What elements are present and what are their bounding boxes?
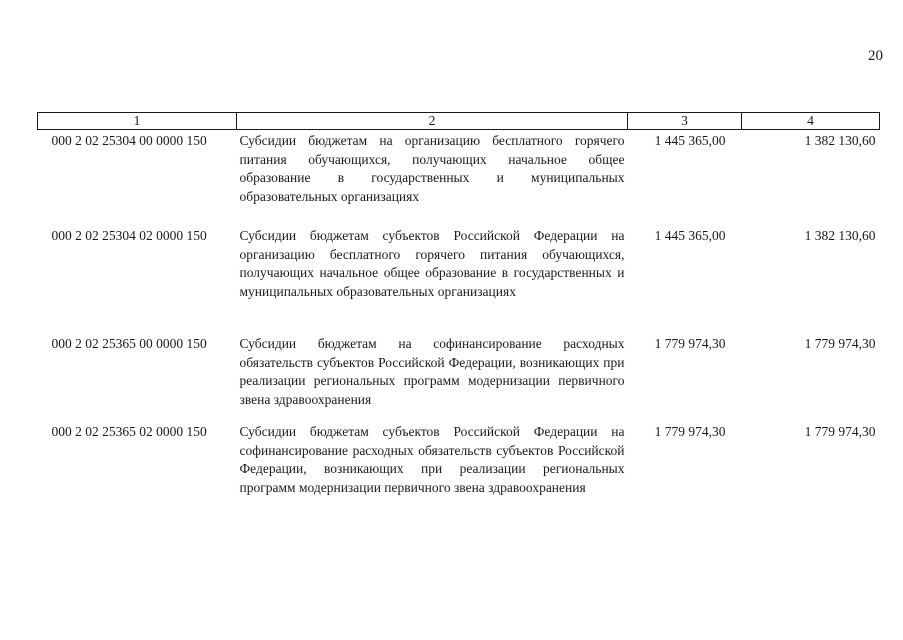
amount-col3-cell: 1 445 365,00: [654, 133, 726, 148]
amount-col4-cell: 1 779 974,30: [804, 424, 876, 439]
amount-col3-cell: 1 779 974,30: [654, 336, 726, 351]
column-header-3: 3: [628, 113, 742, 130]
column-header-2: 2: [237, 113, 628, 130]
description-cell: Субсидии бюджетам на организацию бесплатного горячего питания обучающихся, получающих начальное общее образование в государственных и муниципальных образовательных организациях: [239, 133, 625, 204]
table-row: [38, 335, 880, 423]
budget-code-cell: 000 2 02 25304 00 0000 150: [51, 133, 207, 148]
table-header-row: [38, 113, 880, 130]
description-cell: Субсидии бюджетам субъектов Российской Федерации на организацию бесплатного горячего питания обучающихся, получающих начальное общее образование в государственных и муниципальных образовательных организациях: [239, 228, 625, 299]
amount-col4-cell: 1 382 130,60: [804, 228, 876, 243]
budget-code-cell: 000 2 02 25365 02 0000 150: [51, 424, 207, 439]
budget-table: [37, 112, 880, 513]
table-row: [38, 130, 880, 228]
amount-col3-cell: 1 445 365,00: [654, 228, 726, 243]
description-cell: Субсидии бюджетам субъектов Российской Федерации на софинансирование расходных обязательств субъектов Российской Федерации, возникающих при реализации региональных программ модернизации первичного звена здравоохранения: [239, 424, 625, 495]
amount-col4-cell: 1 779 974,30: [804, 336, 876, 351]
amount-col4-cell: 1 382 130,60: [804, 133, 876, 148]
amount-col3-cell: 1 779 974,30: [654, 424, 726, 439]
budget-code-cell: 000 2 02 25304 02 0000 150: [51, 228, 207, 243]
page-number: 20: [868, 48, 883, 64]
column-header-4: 4: [742, 113, 880, 130]
column-header-1: 1: [38, 113, 237, 130]
table-row: [38, 227, 880, 335]
table-row: [38, 423, 880, 513]
description-cell: Субсидии бюджетам на софинансирование расходных обязательств субъектов Российской Федерации, возникающих при реализации региональных программ модернизации первичного звена здравоохранения: [239, 336, 625, 407]
budget-code-cell: 000 2 02 25365 00 0000 150: [51, 336, 207, 351]
